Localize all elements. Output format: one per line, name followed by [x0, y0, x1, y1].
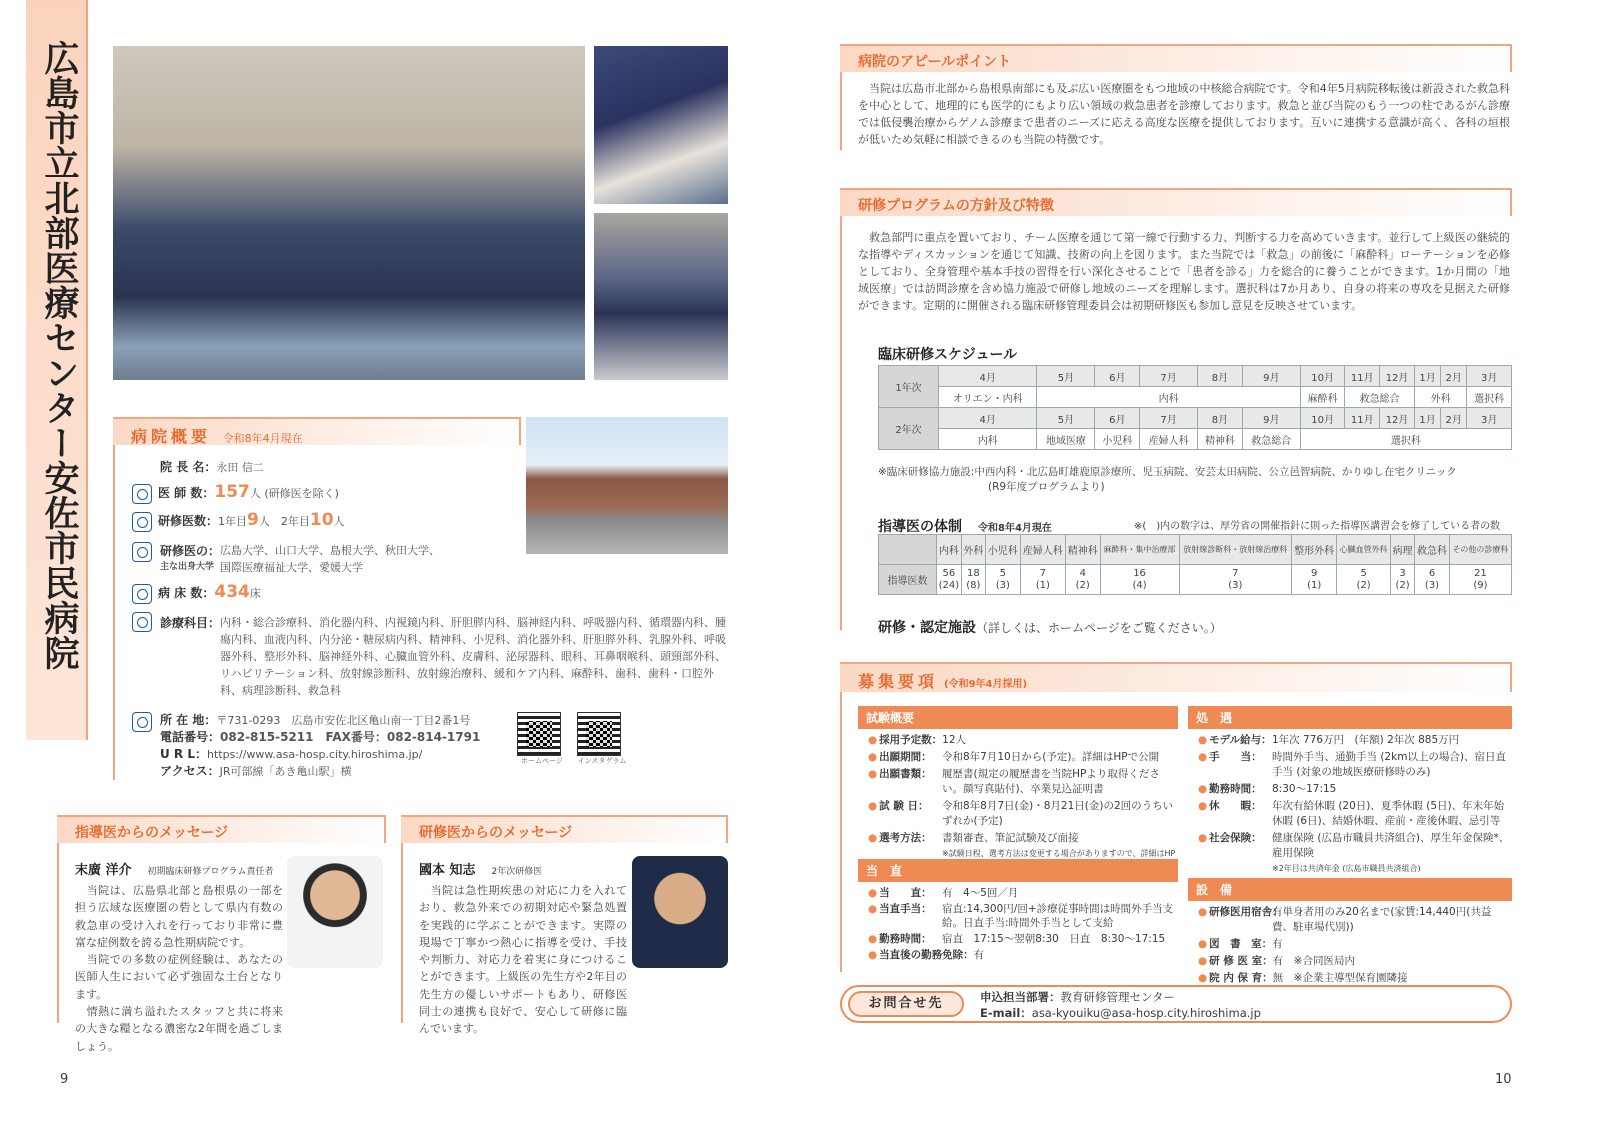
rotation-cell: 麻酔科 [1300, 387, 1345, 408]
recruit-rule [840, 692, 842, 972]
instructor-certified-count: (8) [966, 579, 981, 591]
instructor-certified-count: (3) [1228, 579, 1243, 591]
contact-email-label: E-mail： [980, 1006, 1032, 1020]
equip-tag: 設 備 [1188, 878, 1512, 901]
rotation-cell: 救急総合 [1242, 429, 1300, 450]
resident-msg-heading: 研修医からのメッセージ [419, 825, 573, 841]
page-number-right: 10 [1495, 1072, 1512, 1087]
instructor-count: 7 [1232, 567, 1239, 579]
instructor-count: 21 [1474, 567, 1487, 579]
rotation-cell: 精神科 [1198, 429, 1243, 450]
month-header: 4月 [939, 366, 1037, 387]
group-photo [113, 46, 585, 380]
duty-item-value: 宿直 17:15～翌朝8:30 日直 8:30～17:15 [942, 933, 1166, 945]
month-header: 1月 [1414, 366, 1440, 387]
graduation-cap-icon [132, 542, 152, 562]
doctors-label: 医 師 数： [158, 486, 215, 500]
univ-text: 広島大学、山口大学、島根大学、秋田大学、国際医療福祉大学、愛媛大学 [220, 544, 440, 574]
rotation-cell: オリエン・内科 [939, 387, 1037, 408]
instructor-count-cell [1179, 565, 1292, 595]
instructor-certified-count: (24) [938, 579, 960, 591]
instructor-count: 5 [999, 567, 1006, 579]
director-label: 院 長 名： [160, 460, 217, 474]
month-header: 9月 [1242, 408, 1300, 429]
exam-item-value: 令和8年7月10日から(予定)。詳細はHPで公開 [942, 751, 1160, 763]
resident-msg-rule [401, 843, 403, 1023]
residents-y1: 9 [247, 510, 259, 530]
instructor-msg-rule [57, 843, 59, 1023]
equip-item-value: 有 [1272, 938, 1283, 950]
duty-item-value: 有 4～5回／月 [942, 887, 1019, 899]
duty-block [858, 859, 1178, 964]
dept-header: 病理 [1390, 535, 1414, 565]
equip-item [1198, 954, 1512, 969]
duty-item-label: ● 当直手当： [868, 902, 942, 930]
univ-label2: 主な出身大学 [160, 562, 215, 572]
program-text: 救急部門に重点を置いており、チーム医療を通じて第一線で行動する力、判断する力を高めていきます。並行して上級医の継続的な指導やディスカッションを通じて知識、技術の向上を図ります。また当院では「救急」の前後に「麻酔科」ローテーションを必修としており、全身管理や基本手技の習得を行い深化させることで「患者を診る」力を総合的に養うことができます。1か月間の「地域医療」では訪問診療を含め協力施設で研修し地域のニーズを理解します。選択科は7か月あり、自身の将来の専攻を見据えた研修ができます。定期的に開催される臨床研修管理委員会は初期研修医も参加し意見を反映させています。 [858, 231, 1510, 312]
treat-item-label: ● モデル給与： [1198, 733, 1272, 748]
instructors-row-label: 指導医数 [879, 565, 937, 595]
instructor-count: 18 [966, 567, 980, 579]
url-link[interactable]: https://www.asa-hosp.city.hiroshima.jp/ [207, 748, 423, 761]
doctors-unit: 人 (研修医を除く) [249, 487, 339, 500]
instructor-certified-count: (1) [1307, 579, 1322, 591]
instructor-certified-count: (2) [1075, 579, 1090, 591]
instructor-certified-count: (2) [1356, 579, 1371, 591]
duty-item [868, 902, 1178, 930]
instructor-msg-text: 当院は、広島県北部と島根県の一部を担う広域な医療圏の砦として県内有数の救急車の受け入れを行っており非常に豊富な症例数を誇る急性期病院です。 当院での多数の症例経験は、あなたの医師人生において必ず強固な土台となります。 情熱に満ち溢れたスタッフと共に将来の大きな糧となる濃密な2年間を過ごしましょう。 [75, 884, 283, 1053]
homepage-qr-code[interactable] [517, 712, 561, 756]
equip-item [1198, 971, 1512, 986]
year1-label: 1年次 [879, 366, 939, 408]
month-header: 4月 [939, 408, 1037, 429]
exam-item-value: 履歴書(規定の履歴書を当院HPより取得ください。顔写真貼付)、卒業見込証明書 [942, 768, 1160, 795]
access: JR可部線「あき亀山駅」横 [219, 765, 352, 778]
treat-item-value: 時間外手当、通勤手当 (2km以上の場合)、宿日直手当 (対象の地域医療研修時のみ) [1272, 751, 1507, 778]
appeal-heading: 病院のアピールポイント [858, 54, 1012, 70]
dept-header: 内科 [937, 535, 962, 565]
duty-item [868, 932, 1178, 946]
building-icon [132, 712, 152, 732]
duty-item-value: 有 [973, 949, 985, 961]
dept-header: 外科 [961, 535, 985, 565]
contact-dept-label: 申込担当部署： [980, 990, 1061, 1004]
equip-item-label: ● 研 修 医 室： [1198, 954, 1273, 969]
month-header: 8月 [1198, 366, 1243, 387]
treat-item [1198, 799, 1512, 829]
resident-role: 2年次研修医 [491, 867, 543, 877]
schedule-note [878, 465, 1518, 495]
equip-item-label: ● 院 内 保 育： [1198, 971, 1273, 986]
month-header: 12月 [1380, 366, 1415, 387]
page-number-left: 9 [60, 1072, 69, 1087]
fax: 082-814-1791 [386, 730, 481, 744]
instructor-count: 4 [1079, 567, 1086, 579]
instructor-count: 3 [1399, 567, 1406, 579]
appeal-text: 当院は広島市北部から島根県南部にも及ぶ広い医療圏をもつ地域の中核総合病院です。令和4年5月病院移転後は新設された救急科を中心として、地理的にも医学的にもより広い領域の救急患者を診療しております。救急と並び当院のもう一つの柱であるがん診療では低侵襲治療からゲノム診療まで患者のニーズに応える高度な医療を提供しております。互いに連携する意識が高く、各科の垣根が低いため気軽に相談できるのも当院の特徴です。 [858, 82, 1510, 146]
doctor-icon [132, 484, 152, 504]
residents-label: 研修医数： [158, 514, 219, 528]
exam-note: ※試験日程、選考方法は変更する場合がありますので、詳細はHP [942, 849, 1176, 858]
schedule-table [878, 365, 1512, 450]
equip-item-value: 有単身者用のみ20名まで(家賃:14,440円(共益費、駐車場代別)) [1272, 906, 1492, 933]
program-rule [840, 216, 842, 630]
treat-item-value: 年次有給休暇 (20日)、夏季休暇 (5日)、年末年始休暇 (6日)、結婚休暇、産前・産後休暇、忌引等 [1272, 800, 1505, 827]
contact-email-link[interactable]: asa-kyouiku@asa-hosp.city.hiroshima.jp [1031, 1006, 1261, 1020]
instructors-title: 指導医の体制 [878, 519, 962, 535]
resident-msg-header [401, 815, 728, 843]
instructor-name-row [75, 856, 273, 879]
overview-left-rule [113, 445, 115, 780]
rotation-cell: 救急総合 [1345, 387, 1415, 408]
month-header: 8月 [1198, 408, 1243, 429]
overview-heading: 病院概要 [131, 427, 212, 446]
instructor-count-cell [1292, 565, 1337, 595]
treat-item-value: 1年次 776万円 (年額) 2年次 885万円 [1272, 734, 1460, 746]
exam-item [868, 767, 1178, 797]
instructor-count: 7 [1039, 567, 1046, 579]
year2-label: 2年次 [879, 408, 939, 450]
instructor-count-cell [1065, 565, 1100, 595]
residents-unit: 人 [333, 515, 345, 528]
treat-item-value: 健康保険 (広島市職員共済組合)、厚生年金保険*、雇用保険 [1272, 832, 1510, 859]
facility-row [878, 617, 1222, 637]
fax-label: FAX番号： [325, 730, 387, 744]
residents-y1-label: 1年目 [218, 515, 248, 528]
exam-item [868, 750, 1178, 765]
equip-item-value: 有 ※合同医局内 [1272, 955, 1355, 967]
rotation-cell: 地域医療 [1037, 429, 1095, 450]
treat-item-value: 8:30～17:15 [1272, 783, 1337, 795]
dept-header: 放射線診断科・放射線治療科 [1179, 535, 1292, 565]
duty-item [868, 948, 1178, 962]
exam-item-label: ● 出願書類： [868, 767, 942, 797]
exam-tag: 試験概要 [858, 706, 1178, 729]
resident-msg-text: 当院は急性期疾患の対応に力を入れており、救急外来での初期対応や緊急処置を実践的に学ぶことができます。実際の現場で丁寧かつ熱心に指導を受け、手技や判断力、対応力を着実に身につけることができます。上級医の先生方や2年目の先生方の優しいサポートもあり、研修医同士の連携も良好で、安心して研修に臨んでいます。 [419, 884, 627, 1036]
dept-header: 精神科 [1065, 535, 1100, 565]
overview-as-of: 令和8年4月現在 [222, 432, 303, 445]
treat-tag: 処 遇 [1188, 706, 1512, 729]
instructor-count-cell [1449, 565, 1511, 595]
dept-header: 心臓血管外科 [1337, 535, 1391, 565]
month-header: 3月 [1467, 408, 1512, 429]
duty-item-label: ● 勤務時間： [868, 932, 942, 946]
dept-header: 産婦人科 [1020, 535, 1065, 565]
stethoscope-icon [132, 612, 152, 632]
treat-item [1198, 733, 1512, 748]
exam-item [868, 733, 1178, 748]
exam-block [858, 706, 1178, 870]
exam-item-value: 書類審査、筆記試験及び面接 [942, 832, 1079, 844]
depts-text: 内科・総合診療科、消化器内科、内視鏡内科、肝胆膵内科、脳神経内科、呼吸器内科、循環器内科、腫瘍内科、血液内科、内分泌・糖尿病内科、精神科、小児科、消化器外科、肝胆膵外科、乳腺外科、呼吸器外科、整形外科、脳神経外科、心臓血管外科、皮膚科、泌尿器科、眼科、耳鼻咽喉科、頭頸部外科、リハビリテーション科、放射線診断科、放射線治療科、緩和ケア内科、麻酔科、歯科、歯科・口腔外科、病理診断科、救急科 [220, 616, 726, 697]
beds-label: 病 床 数： [158, 586, 215, 600]
contact-label: お問合せ先 [848, 991, 964, 1017]
exam-item-label: ● 採用予定数： [868, 733, 942, 748]
schedule-note-1: ※臨床研修協力施設:中西内科・北広島町雄鹿原診療所、児玉病院、安芸太田病院、公立邑智病院、かりゆし在宅クリニック [878, 466, 1457, 478]
instructors-table [878, 534, 1512, 595]
residents-y2-label: 人 2年目 [258, 515, 310, 528]
month-header: 10月 [1300, 408, 1345, 429]
instructor-certified-count: (9) [1473, 579, 1488, 591]
tel: 082-815-5211 [220, 730, 314, 744]
month-header: 11月 [1345, 366, 1380, 387]
facility-title: 研修・認定施設 [878, 620, 976, 636]
instructor-count-cell [1337, 565, 1391, 595]
equip-item-label: ● 図 書 室： [1198, 937, 1272, 952]
program-heading: 研修プログラムの方針及び特徴 [858, 198, 1054, 214]
access-label: アクセス： [160, 764, 220, 778]
schedule-title: 臨床研修スケジュール [878, 347, 1018, 363]
rotation-cell: 小児科 [1095, 429, 1140, 450]
treat-item-label: ● 勤務時間： [1198, 782, 1272, 797]
instructor-count: 16 [1133, 567, 1146, 579]
hospital-building-photo [526, 417, 728, 554]
exam-item-value: 令和8年8月7日(金)・8月21日(金)の2回のうちいずれか(予定) [942, 800, 1174, 827]
instructor-count: 5 [1360, 567, 1367, 579]
address: 〒731-0293 広島市安佐北区亀山南一丁目2番1号 [216, 714, 471, 727]
dept-header: 麻酔科・集中治療部 [1100, 535, 1179, 565]
resident-icon [132, 512, 152, 532]
qr1-label: ホームページ [521, 757, 563, 765]
recruit-heading: 募集要項 [858, 672, 939, 691]
univ-label: 研修医の： [160, 544, 221, 558]
treat-item-label: ● 社会保険： [1198, 831, 1272, 861]
month-header: 1月 [1414, 408, 1440, 429]
rotation-cell: 内科 [939, 429, 1037, 450]
instructors-note: ※( )内の数字は、厚労省の開催指針に則った指導医講習会を修了している者の数 [1134, 521, 1501, 532]
recruit-header [840, 662, 1512, 692]
instructors-title-row [878, 513, 1052, 536]
exam-item-label: ● 選考方法： [868, 831, 942, 846]
month-header: 12月 [1380, 408, 1415, 429]
program-header [840, 188, 1512, 216]
contact-info [980, 989, 1261, 1021]
month-header: 2月 [1441, 366, 1467, 387]
resident-portrait [632, 856, 728, 968]
instagram-qr-code[interactable] [577, 712, 621, 756]
instructor-certified-count: (4) [1132, 579, 1147, 591]
equip-item [1198, 937, 1512, 952]
qr2-label: インスタグラム [577, 757, 627, 765]
instructor-certified-count: (2) [1395, 579, 1410, 591]
rotation-cell: 選択科 [1300, 429, 1511, 450]
instructor-count-cell [1100, 565, 1179, 595]
instructor-count-cell [1415, 565, 1450, 595]
beds-count: 434 [214, 582, 250, 602]
rotation-cell: 外科 [1414, 387, 1466, 408]
instructor-portrait [287, 856, 383, 968]
appeal-header [840, 44, 1512, 72]
month-header: 5月 [1037, 366, 1095, 387]
month-header: 6月 [1095, 366, 1140, 387]
resident-name: 國本 知志 [419, 863, 476, 878]
url-label: U R L： [160, 747, 207, 761]
instructor-count-cell [961, 565, 985, 595]
instructor-certified-count: (3) [1424, 579, 1440, 591]
equip-item-label: ● 研修医用宿舎： [1198, 905, 1272, 935]
instructor-msg-heading: 指導医からのメッセージ [75, 825, 229, 841]
exam-item [868, 799, 1178, 829]
treat-item-label: ● 休 暇： [1198, 799, 1272, 829]
addr-label: 所 在 地： [160, 713, 217, 727]
month-header: 6月 [1095, 408, 1140, 429]
cpr-training-photo [594, 46, 728, 204]
equip-block [1188, 878, 1512, 988]
director-value: 永田 信二 [216, 461, 264, 474]
instructor-msg-header [57, 815, 386, 843]
schedule-note-2: (R9年度プログラムより) [988, 481, 1105, 493]
treat-item-label: ● 手 当： [1198, 750, 1272, 780]
beds-unit: 床 [249, 587, 261, 600]
dept-header: 小児科 [985, 535, 1020, 565]
instructor-count-cell [1020, 565, 1065, 595]
contact-dept: 教育研修管理センター [1060, 990, 1176, 1004]
rotation-cell: 産婦人科 [1140, 429, 1198, 450]
overview-header [113, 417, 521, 445]
treat-note: ※2年目は共済年金 (広島市職員共済組合) [1272, 864, 1421, 873]
treat-item [1198, 782, 1512, 797]
resident-name-row [419, 856, 542, 879]
dept-header: 救急科 [1415, 535, 1450, 565]
duty-item-value: 宿直:14,300円/回+診療従事時間は時間外手当支給。日直手当:時間外手当として支給 [942, 903, 1174, 929]
instructor-count-cell [985, 565, 1020, 595]
rotation-cell: 内科 [1037, 387, 1300, 408]
month-header: 2月 [1441, 408, 1467, 429]
rotation-cell: 選択科 [1467, 387, 1512, 408]
treat-item [1198, 831, 1512, 861]
simulation-training-photo [594, 213, 728, 380]
dept-header: 整形外科 [1292, 535, 1337, 565]
instructor-role: 初期臨床研修プログラム責任者 [147, 867, 274, 877]
dept-header: その他の診療科 [1449, 535, 1511, 565]
duty-tag: 当 直 [858, 859, 1178, 882]
facility-note: （詳しくは、ホームページをご覧ください。） [976, 621, 1222, 635]
instructor-count: 6 [1428, 567, 1436, 579]
month-header: 10月 [1300, 366, 1345, 387]
doctors-count: 157 [214, 482, 250, 502]
duty-item-label: ● 当直後の勤務免除： [868, 948, 974, 962]
month-header: 3月 [1467, 366, 1512, 387]
instructor-certified-count: (1) [1035, 579, 1050, 591]
depts-label: 診療科目： [160, 616, 221, 630]
instructor-name: 末廣 洋介 [75, 863, 132, 878]
appeal-rule [840, 72, 842, 150]
exam-item-label: ● 試 験 日： [868, 799, 942, 829]
equip-item [1198, 905, 1512, 935]
duty-item-label: ● 当 直： [868, 886, 942, 900]
vertical-title: 広島市立北部医療センター安佐市民病院 [39, 40, 79, 670]
treat-block [1188, 706, 1512, 874]
month-header: 7月 [1140, 408, 1198, 429]
treat-item [1198, 750, 1512, 780]
exam-item-value: 12人 [942, 734, 967, 746]
duty-item [868, 886, 1178, 900]
instructor-count-cell [1390, 565, 1414, 595]
month-header: 9月 [1242, 366, 1300, 387]
bed-icon [132, 584, 152, 604]
instructor-certified-count: (3) [995, 579, 1010, 591]
month-header: 11月 [1345, 408, 1380, 429]
instructors-as-of: 令和8年4月現在 [978, 523, 1052, 534]
equip-item-value: 無 ※企業主導型保育園隣接 [1272, 972, 1408, 984]
exam-item-label: ● 出願期間： [868, 750, 942, 765]
instructor-count: 56 [942, 567, 956, 579]
tel-label: 電話番号： [160, 730, 221, 744]
instructor-count-cell [937, 565, 962, 595]
month-header: 5月 [1037, 408, 1095, 429]
month-header: 7月 [1140, 366, 1198, 387]
recruit-sub: (令和9年4月採用) [944, 679, 1028, 690]
residents-y2: 10 [309, 510, 334, 530]
exam-item [868, 831, 1178, 846]
instructor-count: 9 [1311, 567, 1318, 579]
